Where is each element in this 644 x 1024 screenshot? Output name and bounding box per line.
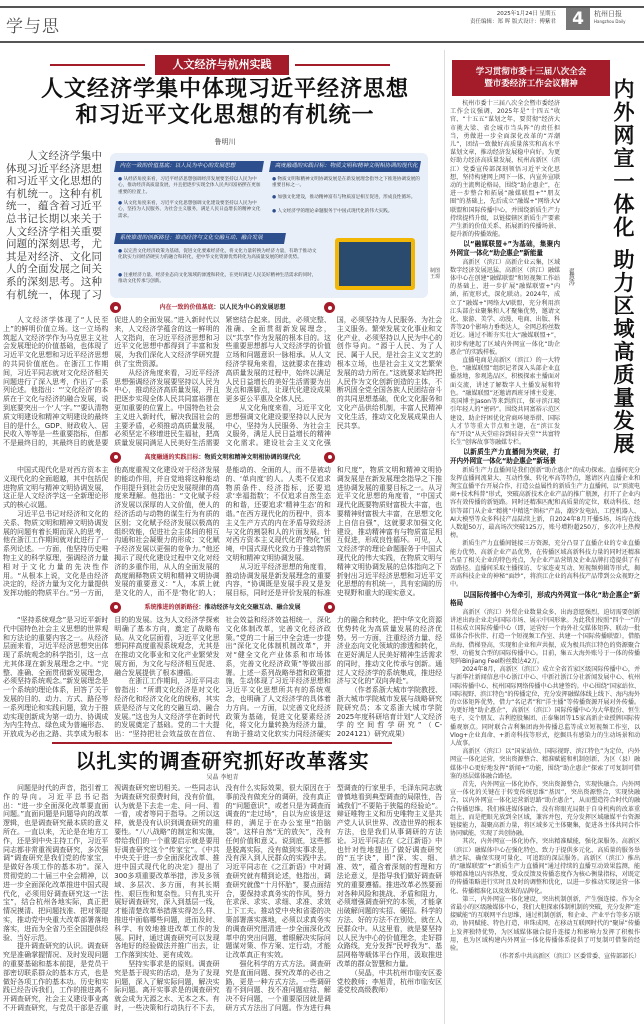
paragraph: 高新区（滨江）高新企业云集，区域数字经济发展迅猛，高新区（滨江）融媒体中心在创建“融媒联盟”和短视频工作站的基础上，进一步扩展“融媒联盟+”内涵，拓宽形式，深化联动。2024年，成立了“融媒+”网络大V联盟，充分利用滨江头部企业聚集和人才聚集优势，邀请文化、旅游、美学、动漫、电商、出版、科普等20个影响力垂类达人，全网总粉丝数近亿。通过不断夯实壮大“融媒联盟+”，初步构建起了区域内外网宣一体化“助企惠企”的实践样板。 (450, 258, 560, 356)
article-3-author: 翟慧涛 (567, 268, 575, 286)
circle-bullet-icon (324, 452, 335, 463)
issue-info (470, 10, 556, 26)
paragraph: 杭州市委十三届八次全会暨市委经济工作会议强调，2025年是“十四五”收官、“十五五”谋划之年，要贯彻“经济大市挑大梁、省会城市当头阵”的责任担当，勇做进一步全面深化改革的“弄潮儿”，团结一致做好高质量落实和高水平谋划文章，推动经济发展稳中向好。为更好助力经济高质量发展，杭州高新区（滨江）党委宣传部深刻领悟习近平文化思想，坚持构建网上网下一体、内宣外宣联动的主流舆论格局，围绕“助企惠企”，在进一步整合和拓展“融媒联盟+”“朋友圈”的基础上，先后成立“融媒+”网络大V联盟和国际传播中心，并围绕新质生产力持续提档升级，以链接辖区新质生产要素产生新的价值关系、拓展新的传播场景、提升新的传播效能。 (450, 100, 560, 239)
kicker-banner (50, 55, 390, 75)
section-heading-2 (110, 451, 335, 464)
paragraph: 2024年8月，高新区（滨江）成立全省首家区级国际传播中心，并与新华社新闻信息中心浙江中心、中新社浙江分社新闻发展中心、杭州国际传播中心、杭州国际网络传播中心共建签约。中心围绕“国家站位、国际视野、滨江特色”的传播定位，充分发挥融媒体线上线下、海内海外的立体矩阵优势，借力“名记者”和“洋主播”等传播资源开展对外传播。为更好地“助企惠企”，高新区（滨江）国际传播中心为大华股份、恒生电子、交个朋友、吉利控股集团、正泰集团等15家高新企业授牌国际传播观察点。同时联合吉利集团海外传播总监等成立短视频工作室，以Vlog+企业真命、+新奇科技等形式，挖掘具有感染力的生动场景和动人故事。 (450, 666, 640, 747)
paragraph: 新质生产力直播间是我们创新“助企惠企”的成功探索。直播间充分发挥直播间流量大、互动性强、转化率高等特点，邀请区内直播企业和淘宝直播平台开展合作，打造公益属性的新质生产力直播间，以“顶流电商+技术科普”形式，突破高新技术企业产品的推广瓶颈，打开了企业内容有效传播的新链路。同时还精准匹配和高质量的定位，联动科技、经信等部门从企业“精挑”中精选“领标”产品，潮汐发电站、工控机器人、AI大模型等众多科技产品陆续上新，自2024年8月开播5场，场均在线人数超50万，最高场次突破125万，账号增粉超250万，多次冲上热搜榜。 (450, 466, 640, 540)
circle-bullet-icon (110, 602, 121, 613)
circle-bullet-icon (110, 452, 121, 463)
infographic-credit: 制图 王璟 (430, 268, 441, 280)
section-heading-black: ：物质文明和精神文明相协调的现代化 (198, 453, 301, 461)
article-2-body (3, 784, 442, 1013)
paragraph: 坚持实事求是的原则。调查研究是基于现实的活动，是为了发现问题，深入了解实际问题，解决实际问题。离开实事求是的调查研究就会成为无源之水、无本之木。有时，一些决策和行动执行不下去，没有什么实际效果，很大原因在于事前没有做充分的调研，没有真正的“问题意识”，或者只是为调查而调查的“走过场”，自以为应该是这样的，满足于在办公室里“拍脑袋”。这样自然“无的放矢”，没有任何价值和意义。说到底，这些都是脱离实际，没有做到实事求是，没有深入到人民群众的实践中去。习近平同志在《之江新语》中对调查研究就有精到论述，他指出，调查研究就像“十月怀胎”，要点面结合，要保持求真务实的作风，努力在求深、求实、求细、求准、求效上下工夫。推动党中央和省委的决策部署落实落地，必须以求真务实的调查研究厘清进一步全面深化改革中的突出问题，着眼解决实际问题谋对策、作方案、定行动，才能让改革真正有实效。 (114, 784, 331, 1012)
article-3-headline: 内外网宣一体化 助力区域高质量发展 (611, 78, 635, 456)
author-note: （吴晶，中共杭州市临安区委党校教师；李旭青，杭州市临安区委党校高级教师） (336, 968, 442, 995)
article-3-headline-block (564, 78, 640, 462)
top-rule (0, 6, 644, 8)
logo-en: Hangzhou Daily (594, 19, 626, 24)
infographic-bullet: ● 物质文明和精神文明协调发展是在新发展理念指导之下推进协调发展的重要目标之一。 (272, 177, 422, 190)
section-2-body (3, 466, 442, 598)
infographic-bullet: ● 人文经济学的理论命题服务于中国式现代化的伟大实践。 (272, 209, 422, 215)
kicker-line-left (50, 64, 145, 66)
paragraph: “坚持系统观念”是习近平新时代中国特色社会主义思想的世界观和方法论的重要内容之一。从经济层面来看，习近平经济思想突出体现了系统观念的科学指引，这一点尤其体现在新发展理念之中。“完整、准确、全面贯彻新发展理念，必须坚持系统观念。”新发展理念是一个系统的理论体系，回答了关于发展的目的、动力、方式、路径等一系列理论和实践问题，致力于推动实现创新成为第一动力、协调成为内生特点、绿色成为普遍形态、开放成为必由之路、共享成为根本目的的发展。这为人文经济学探索明确了基本方向，奠定了战略布局。从文化层面看，习近平文化思想同样高度重视系统观念，尤其是在推动文化事业和文化产业繁荣发展方面，为文化与经济相互促进、融合发展提供了根本遵循。 (3, 615, 220, 739)
infographic-bullet: ● 从经济角度来看，习近平经济思想强调经济发展要坚持以人民为中心，推动经济高质量发展，并且把逐步实现全体人民共同富裕摆在更加重要的位置上。 (118, 177, 263, 196)
paragraph: 在浙江工作期间，习近平同志曾指出：“所谓文化经济是对文化经济化和经济文化化的统称，其实质是经济与文化的交融互动、融合发展。”这也为人文经济学在新时代的发展奠定了基础。党的二十大提出：“坚持把社会效益放在首位、社会效益和经济效益相统一，深化文化体制改革，完善文化经济政策。”党的二十届三中全会进一步提出“深化文化体制机制改革”，并对“健全文化产业体系和市场体系，完善文化经济政策”等做出部署。上述一系列战略举措和政策措施，生动体现了习近平经济思想和习近平文化思想所共有的系统观念，也明确了人文经济学的具体着力方向。一方面，以完善文化经济政策为基础，促进文化要素经济化，将文化力量转换为经济力量，有助于推动文化软实力同经济硬实力的融合和转化，把中华文化资源优势转化为高质量发展的经济优势。另一方面，注重经济力量、经济业态向文化领域的渗透和转化，在更好满足人民美好精神生活需求的同时，推动文化传承与创新。通过人文经济学的系统集成，推进经济与文化的“双向奔赴”。 (114, 615, 442, 739)
paragraph: 其次，内外网宣一体化协作，突出精准赋能，强化深服务。高新区（滨江）融媒体中心在强化特色、致力于提供多元化、高质量的服务举措之际，确保实现可量化、可追踪的深层服务。高新区（滨江）推出的“融媒联盟”+“新质生产力直播间”通过持续的直播互动效果监测，能够精准地以内容热度、受众反馈及传播态度作为核心衡量指标，对既定的传播策略进行实时且及时的调整和优化，以进一步推动实现运营一体化、传播精准化以及效果的品牌化。 (450, 838, 640, 895)
section-3-body (3, 616, 442, 739)
paragraph: 高新区（滨江）外贸企业数量众多、出海意愿强烈，迫切需要创新讲述出海企业走向国际市场、展示中国形象。为此我们按照“四个一”的目标成立国际传播中心（即，运营好一个海外社交媒体矩阵、联动一批媒体合作伙伴、打造一个短视频工作室、共建一个国际传播联盟），借船出海、借梯登高，实现和企业和声共振，成为极具滨江特色的资源聚合型、功能复合型的国际传播中心。目前，集五大海外账号于一体的传播矩阵Binjiang Feel粉丝数达42万。 (450, 608, 640, 665)
paragraph: 强化科学的方式方法。调查研究是直面问题、探究改革的必由之路，更是一种方式方法。一些调研看不到问题、找不准问题症结、解决不好问题，一个重要原因就是调研方式方法出了问题。作为进行典型调查的行家里手，毛泽东同志就曾慎地看到典型调查的局限性，告诫我们“不要陷于狭隘的经验论”。辩证唯物主义和历史唯物主义是共产党人认识世界、改造世界的根本方法，也是我们从事调研的方法论。习近平同志在《之江新语》中也针对性地提出了做好调查研究的“五字诀”，即“深、实、细、准、效”，蕴含着深刻的哲理和方法论意义，是指导我们做好调查研究的重要遵循。推进改革必然要面对各种风险和挑战、矛盾和阻力，必须增强调查研究的本领，才能拿出破解问题的实招、硬招。科学的方法、好的方法不在别处，就在人民群众中。从这里看，就是要坚持以人民为中心的价值理念，走好群众路线，充分发挥“民呼我为”、基层网格等载体平台作用，汲取推进改革的群众智慧和力量。 (225, 784, 442, 1012)
paragraph: 从经济角度来看，习近平经济思想强调经济发展要坚持以人民为中心，推动经济高质量发展，并且把逐步实现全体人民共同富裕摆在更加重要的位置上。中国特色社会主义进入新时代，解决我国社会的主要矛盾，必须推动高质量发展，必须坚定不移增进民生福祉，把高质量发展同满足人民美好生活需要紧密结合起来。因此，必须完整、准确、全面贯彻新发展理念，以“共享”作为发展的根本目的。这些重要思想都与人文经济学的价值立场和问题意识一脉相承。从人文经济学视角来看，这就要求在推动高质量发展的过程中，始终以满足人民日益增长的美好生活需要为出发点和落脚点，让现代化建设成果更多更公平惠及全体人民。 (114, 316, 331, 448)
series-banner (452, 60, 610, 96)
infographic-panel-1-title: 内在一致的价值基底：以人民为中心的发展思想 (114, 161, 264, 172)
section-1-body (3, 316, 442, 448)
infographic (110, 153, 428, 298)
paragraph: 直播电商是高新区（滨江）的一大特色，“融媒联盟”组织记者深入头部企业直播基地，参观选品区，积极探索主播面对面交流，讲述了解数字人主播发展和特色。“融媒联盟”还邀请西班牙博主爱莲、英国博主Jason等来到滨江，探寻滨江吸引年轻人的“密码”。围绕共同富裕示范区建设、助企纾困优化营商环境举措、国际人才节等重大节点和主题，在“滨江发布”开设“从天堂硅谷到硅谷天堂”“共富特长生”创客故事等融媒专栏。 (450, 357, 560, 447)
author-note: （作者系浙大城市学院教授、浙大城市学院城市发展与战略研究院研究员；本文系浙大城市学院2025年度科研培育计划“人文经济学的空间哲学研究”（C-2024121）研究成果） (336, 686, 442, 739)
left-column-flow (3, 301, 442, 1016)
infographic-panel-2-title: 高度融通的实践目标：物质文明和精神文明相协调的现代化 (269, 161, 421, 172)
article-headline (0, 77, 450, 129)
paragraph: 从习近平经济思想的角度看，推动协调发展是新发展理念的重要内容，“协调既是发展手段又是发展目标，同时还是评价发展的标准和尺度”，物质文明和精神文明协调发展是在新发展理念指导之下推进协调发展的重要目标之一。从习近平文化思想的角度看，“中国式现代化既要物质财富极大丰富，也要精神财富极大丰富，在思想文化上自信自强”，这就要求加强文化建设，推动精神富有与物质富足相互促进，形成良性循环。可见，人文经济学的理论命题服务于中国式现代化的伟大实践，在物质文明与精神文明协调发展的总体指向之下折射出习近平经济思想和习近平文化思想的有机统一，具有宏阔的历史视野和重大的现实意义。 (225, 465, 442, 598)
circle-bullet-icon (110, 302, 121, 313)
paragraph: 提升调查研究的认识。调查研究是准确掌握情况、及时发现问题的重要基础和基本前提，是党员干部密切联系群众的基本方式，也是做好各项工作的基本功。历史和实践已经告诉我们，工作的推进离不开调查研究，社会主义建设事业离不开调查研究，与党员干部是否重视调查研究密切相关。一些同志认为调查研究很费时间，没有价值，认为就是下去走一走、问一问、看一看，或者等同于指导。之所以这样，就是没有认识到调查研究的重要性。“八八战略”的制定和实施，带给我们的一个重要启示就是要用好调查研究这个“传家宝”。《中共中央关于进一步全面深化改革、推进中国式现代化的决定》提出了300多项重要改革举措，涉及多领域、多层次、多方面，有其长期性、艰巨性和复杂性。只有扎实开展好调查研究，深入到基层一线，才能清楚改革举措落实得怎么样、推进中面临哪些问题，进而及时、科学、有效地推进改革工作的发展。同时，通过调查研究可以发现各地好的经验做法并推广出去，让工作落到实处、更有成效。 (3, 784, 220, 1012)
paragraph: 中国式现代化是对西方资本主义现代化的全面超越，其中包括促进物质文明与精神文明协调发展，这正是人文经济学这一全新理论形式的核心议题。 (3, 465, 109, 510)
editors: 责任编辑：郑 晖 版式设计：傅紫君 (470, 19, 556, 25)
infographic-bullet: ● 以完善文化经济政策为基础，促进文化要素经济化，将文化力量转换为经济力量，有助于推动文化软实力同经济硬实力的融合和转化，把中华文化资源优势转化为高质量发展的经济优势。 (118, 249, 318, 262)
paragraph: 首先，内外网宣一体化协作，突出资源整合，实现快融合。内外网宣一体化的关键在于转变传统思维“基因”，突出资源整合，实现快融合，以内外网宣一体化运营新思路“助企惠企”，从而塑造符合时代的融合传播思维。我们推进媒体融合，没有将眼光局限于自身机构的改革重组上，而是把眼光放到全区域，兼容并包，充分发挥区域融媒平台资源链接能力，凝聚高新力量，将区域多元主体聚集，促进各主体共同合作协同赋能，实现了共创协融。 (450, 781, 640, 838)
column-divider (444, 50, 445, 1024)
section-title: 学与思 (6, 17, 60, 37)
kicker-label: 人文经济与杭州实践 (155, 55, 289, 75)
infographic-bullet: ● 从文化角度来看，习近平文化思想强调文化建设要坚持以人民为中心，坚持为人民服务、为社会主义服务，满足人民日益增长的精神文化需求。 (118, 201, 263, 220)
paragraph: 新质生产力直播间链接三方资源，充分凸显了直播企业的专业直播能力优势、高新企业产品优势，在传播区域高新科技力量的同时还精准凸显了相关企业的特色亮点，为企业产品营销及企业品牌打造提供了有效路径。直播间采取主播探访、专家连麦互动、短视频剪辑等形式，揭开高科技企业的神秘“面纱”，将滨江企业的高科技产品带到公众视野之中。 (450, 540, 640, 589)
article-byline: 鲁明川 (214, 138, 236, 146)
paragraph: 从文化角度来看，习近平文化思想强调文化建设要坚持以人民为中心，坚持为人民服务、为社会主义服务，满足人民日益增长的精神文化需求。建设社会主义文化强国，必须坚持为人民服务、为社会主义服务。繁荣发展文化事业和文化产业，必须坚持以人民为中心的创作导向。“源于人民、为了人民、属于人民，是社会主义文艺的根本立场，也是社会主义文艺繁荣发展的动力所在。”这就要求始终把人民作为文化创新创造的主体，不断巩固全党全国各族人民团结奋斗的共同思想基础，优化文化服务和文化产品供给机制，丰富人民精神文化生活，推动文化发展成果由人民共享。 (225, 316, 442, 448)
paragraph: 高新区（滨江）以“国家站位、国际视野、滨江特色”为定位，内外网宣一体化运营，突出资源整合、精准赋能和机制创新，为区（县）融媒体中心更好地发挥“新闻+”功能，围绕“助企惠企”探索了可复制可借鉴的基层媒体融合路径。 (450, 748, 640, 780)
newspaper-logo (594, 10, 626, 26)
logo-text: 杭州日报 (594, 10, 622, 18)
section-heading-black: ：以人民为中心的发展思想 (213, 304, 286, 311)
paragraph: 人文经济学体现了“人民至上”的鲜明价值立场。这一立场构筑起人文经济学作为马克思主义社会发展理论的价值基础，也体现了习近平文化思想和习近平经济思想的共同价值底色。在浙江工作期间，习近平同志就对文化经济相关问题进行了深入思考，作出了一系列论述。他指出：“‘文化经济’的本质在于文化与经济的融合发展，说到底要突出一个‘人’字。”“要认清物质文明建设和精神文明建设的最终目的是什么，GDP、财政收入、居民收入等等是一些重要指标，但都不是最终目的，其最终目的就是要促进人的全面发展。”进入新时代以来，人文经济学蕴含的这一鲜明的人文指向，在习近平经济思想和习近平文化思想中都得到了丰富和发展，为我们深化人文经济学研究提供了宝贵资源。 (3, 316, 220, 448)
issue-date: 2025年1月24日 星期五 (496, 11, 556, 17)
subheading: 以国际传播中心为牵引，形成内外网宣一体化“助企惠企”新格局 (450, 590, 640, 608)
section-heading-1 (110, 301, 335, 314)
headline-line-1: 人文经济学集中体现习近平经济思想 (40, 77, 409, 102)
paragraph: 问题是时代的声音，指引着工作的导向。习近平总书记指出：“进一步全面深化改革要直面问题。”直面问题是问题导向的改革逻辑，也是调查研究最本质的意义所在。一直以来，无论是在地方工作，还是到中央主持工作，习近平同志都非常重视调查研究，多次强调“调查研究是我们党的传家宝，是做好各项工作的基本功”。深入贯彻党的二十届三中全会精神，以进一步全面深化改革推进中国式现代化，必须用好调查研究这一“法宝”，结合杭州各地实际，真正把情况摸清、把问题找准、把对策提实，推动党中央重大改革部署落地落实，进而为全省乃至全国提供经验、当好示范。 (3, 784, 109, 942)
author-note: （作者系中共高新区（滨江）区委常委、宣传部部长） (496, 953, 640, 961)
chalkboard-illustration (335, 238, 415, 290)
banner-line-2: 暨市委经济工作会议精神 (484, 79, 578, 89)
subheading: 以“融媒联盟+”为基础，集聚内外网宣一体化“助企惠企”新能量 (450, 240, 560, 258)
kicker-line-right (295, 64, 390, 66)
banner-line-1: 学习贯彻市委十三届八次全会 (475, 67, 587, 77)
circle-bullet-icon (324, 602, 335, 613)
infographic-panel-3-title: 系统推进的创新路径：推动经济与文化交融互动、融合发展 (114, 233, 286, 244)
article-2-headline: 以扎实的调查研究抓好改革落实 (75, 749, 370, 774)
article-2-byline: 吴晶 李旭青 (206, 774, 239, 782)
article-intro: 人文经济学集中体现习近平经济思想和习近平文化思想的有机统一。这种有机统一，蕴含着习近平总书记长期以来关于人文经济学相关重要问题的深刻思考，尤其是对经济、文化同人的全面发展之间关系的深刻思考。这种有机统一，体现了习 (6, 150, 102, 300)
infographic-bullet: ● 注重经济力量、经济业态向文化领域的渗透和转化，在更好满足人民美好精神生活需求的同时，推动文化传承与创新。 (118, 273, 318, 286)
paragraph: 第三，内外网宣一体化建设，突出机制创新，产生强连接。作为全省最小的区级融媒体中心，我们大胆探索体制机制的突破，充分发挥“连接赋能”的互联网平台思维，通过机制创新，和企业、产业平台等多方联动，协同赋能、特色打造，串珠成网，在移动互联网时代的“聚屏”传播上发挥独特优势，为区域媒体融合提升连接力和影响力发挥了积极作用，也为区域构建内外网宣一体化传播体系提供了可复制可借鉴的经验。 (450, 895, 640, 953)
subheading: 以新质生产力直播间为突破，打开内外网宣一体化“助企惠企”新场景 (450, 448, 560, 465)
section-heading-red: 内在一致的价值基底 (159, 304, 214, 311)
section-heading-black: ：推动经济与文化交融互动、融合发展 (198, 603, 301, 611)
paragraph: 习近平总书记对经济和文化的关系、物质文明和精神文明协调发展的问题有着长期而深入的思考，他在浙江工作期间就对此进行了一系列论述。一方面，他坚持历史唯物主义的科学原理，强调经济力量相对于文化力量的先决性作用。“从根本上说，文化是由经济决定的，经济力量为文化力量提供发挥功能的物质平台。”另一方面，他高度重视文化建设对于经济发展的能动作用，并自觉地将这种能动作用提升到社会历史发展规律的高度来理解。他指出：“文化赋予经济发展以深厚的人文价值，使人的经济活动与动物的谋生行为有质的区别；文化赋予经济发展以极高的组织效能，促进社会主体间的相互沟通和社会凝聚力的形成；文化赋予经济发展以更强的竞争力。”他还揭示了现代化建设过程中文化对经济的多重作用，从人的全面发展的高度阐释物质文明和精神文明协调发展的重要意义：“人，本质上就是文化的人，而不是‘物化’的人；是能动的、全面的人，而不是被动的、‘单向度’的人。人类不仅追求物质条件、经济指标，还要追求‘幸福指数’；不仅追求自然生态的和谐，还要追求‘精神生态’的和谐。”在西方现代化的历程中，资本主义生产方式的内在矛盾导致经济与文化的割裂和人的片面发展。针对西方资本主义现代化的“物化”困境，中国式现代化致力于推动物质文明和精神文明协调发展。 (3, 465, 331, 598)
page-number: 4 (566, 8, 590, 30)
header-rule (0, 41, 644, 43)
infographic-bullet: ● 加强文化建设，推动精神富有与物质富足相互促进，形成良性循环。 (272, 195, 422, 201)
section-heading-3 (110, 601, 335, 614)
section-heading-red: 高度融通的实践目标 (144, 453, 199, 461)
headline-line-2: 和习近平文化思想的有机统一 (75, 103, 375, 128)
article-divider (52, 742, 392, 744)
circle-bullet-icon (324, 302, 335, 313)
section-heading-red: 系统推进的创新路径 (144, 603, 199, 611)
